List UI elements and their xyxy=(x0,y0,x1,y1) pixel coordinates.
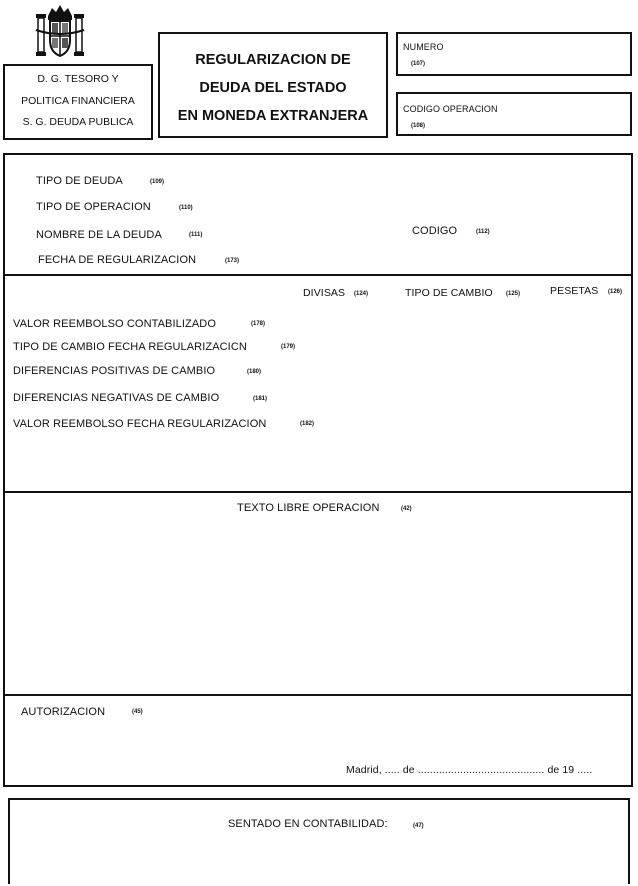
pesetas-code: (126) xyxy=(608,289,623,295)
codigo-operacion-label: CODIGO OPERACION xyxy=(403,104,498,114)
coat-of-arms-logo xyxy=(30,2,90,60)
title-line-1: REGULARIZACION DE xyxy=(195,52,351,68)
valor-reembolso-fecha-label: VALOR REEMBOLSO FECHA REGULARIZACION xyxy=(13,418,267,430)
tipo-cambio-code: (125) xyxy=(506,291,521,297)
codigo-operacion-box[interactable] xyxy=(396,92,632,136)
divisas-header: DIVISAS xyxy=(303,287,346,299)
diferencias-positivas-label: DIFERENCIAS POSITIVAS DE CAMBIO xyxy=(13,365,216,377)
diferencias-negativas-label: DIFERENCIAS NEGATIVAS DE CAMBIO xyxy=(13,392,220,404)
tipo-cambio-header: TIPO DE CAMBIO xyxy=(405,287,493,299)
title-line-2: DEUDA DEL ESTADO xyxy=(199,80,347,96)
tipo-cambio-fecha-label: TIPO DE CAMBIO FECHA REGULARIZACICN xyxy=(13,341,247,353)
nombre-deuda-code: (111) xyxy=(189,232,203,238)
tipo-operacion-code: (110) xyxy=(179,205,193,211)
numero-box[interactable] xyxy=(396,32,632,76)
divisas-code: (124) xyxy=(354,291,369,297)
codigo-operacion-code: (108) xyxy=(411,123,426,129)
title-line-3: EN MONEDA EXTRANJERA xyxy=(177,108,369,124)
org-box xyxy=(3,64,153,140)
section-divider-3 xyxy=(5,694,631,696)
nombre-deuda-label: NOMBRE DE LA DEUDA xyxy=(36,229,162,241)
diferencias-positivas-code: (180) xyxy=(247,369,262,375)
diferencias-negativas-code: (181) xyxy=(253,396,268,402)
org-line-1: D. G. TESORO Y xyxy=(37,73,119,85)
valor-reembolso-fecha-code: (182) xyxy=(300,421,315,427)
section-divider-2 xyxy=(5,491,631,493)
autorizacion-label: AUTORIZACION xyxy=(21,706,106,718)
org-line-2: POLITICA FINANCIERA xyxy=(21,95,135,107)
sentado-contabilidad-label: SENTADO EN CONTABILIDAD: xyxy=(228,818,388,830)
texto-libre-label: TEXTO LIBRE OPERACION xyxy=(237,502,380,514)
codigo-label: CODIGO xyxy=(412,225,458,237)
valor-reembolso-contabilizado-code: (178) xyxy=(251,321,266,327)
fecha-regularizacion-label: FECHA DE REGULARIZACION xyxy=(38,254,197,266)
valor-reembolso-contabilizado-label: VALOR REEMBOLSO CONTABILIZADO xyxy=(13,318,216,330)
texto-libre-code: (42) xyxy=(401,506,412,512)
org-line-3: S. G. DEUDA PUBLICA xyxy=(22,116,134,128)
numero-code: (107) xyxy=(411,61,426,67)
tipo-deuda-label: TIPO DE DEUDA xyxy=(36,175,123,187)
codigo-code: (112) xyxy=(476,229,490,235)
madrid-date-line: Madrid, ..... de .......................................... de 19 ..... xyxy=(346,764,593,776)
fecha-regularizacion-code: (173) xyxy=(225,258,240,264)
main-form xyxy=(3,153,633,787)
section-divider-1 xyxy=(5,274,631,276)
tipo-operacion-label: TIPO DE OPERACION xyxy=(36,201,151,213)
numero-label: NUMERO xyxy=(403,42,444,52)
sentado-contabilidad-code: (47) xyxy=(413,823,424,829)
title-box xyxy=(158,32,388,138)
texto-libre-area[interactable] xyxy=(13,523,623,685)
tipo-cambio-fecha-code: (179) xyxy=(281,344,296,350)
pesetas-header: PESETAS xyxy=(550,285,599,297)
accounting-box[interactable] xyxy=(8,798,630,884)
autorizacion-code: (45) xyxy=(132,709,143,715)
tipo-deuda-code: (109) xyxy=(150,179,165,185)
